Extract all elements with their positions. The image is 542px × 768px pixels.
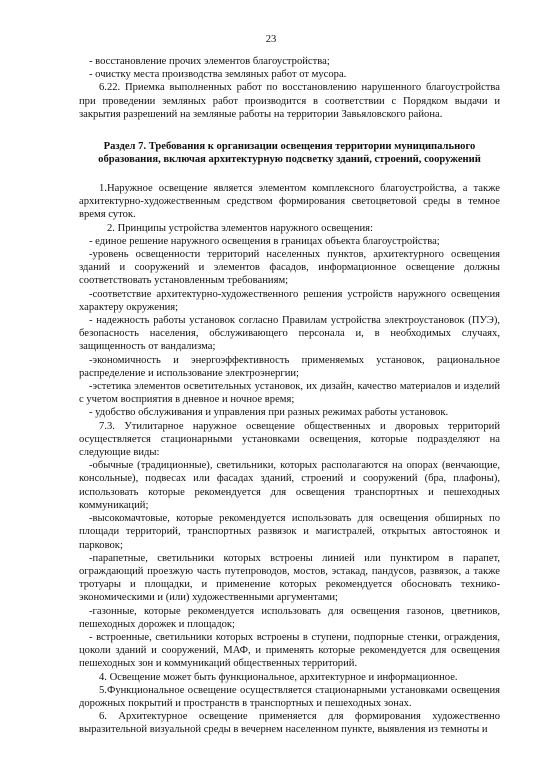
list-item: - удобство обслуживания и управления при разных режимах работы установок. bbox=[89, 407, 449, 419]
list-item: -уровень освещенности территорий населенных пунктов, архитектурного освещения зданий и сооружений и элементов фасадов, информационное освещение должны соответствовать установленным требованиям; bbox=[79, 249, 500, 287]
paragraph: 1.Наружное освещение является элементом комплексного благоустройства, а также архитектурно-художественным средством формирования светоцветовой среды в темное время суток. bbox=[79, 183, 500, 221]
paragraph: 6.22. Приемка выполненных работ по восстановлению нарушенного благоустройства при проведении земляных работ производится в соответствии с Порядком выдачи и закрытия разрешений на земляные работы на территории Завьяловского района. bbox=[79, 82, 500, 120]
list-item: - надежность работы установок согласно Правилам устройства электроустановок (ПУЭ), безопасность населения, обслуживающего персонала и, в необходимых случаях, защищенность от вандализма; bbox=[79, 315, 500, 353]
page-number: 23 bbox=[265, 34, 277, 45]
list-item: -соответствие архитектурно-художественного решения устройств наружного освещения характеру окружения; bbox=[79, 288, 500, 313]
document-body bbox=[79, 55, 500, 737]
list-item: -экономичность и энергоэффективность применяемых установок, рациональное распределение и использование электроэнергии; bbox=[79, 354, 500, 379]
list-item: - встроенные, светильники которых встроены в ступени, подпорные стенки, ограждения, цоколи зданий и сооружений, МАФ, и применять которые рекомендуется для освещения пешеходных зон и коммуникаций общественных территорий. bbox=[79, 631, 500, 670]
paragraph: 5.Функциональное освещение осуществляется стационарными установками освещения дорожных покрытий и пространств в транспортных и пешеходных зонах. bbox=[79, 684, 500, 709]
paragraph: 7.3. Утилитарное наружное освещение общественных и дворовых территорий осуществляется стационарными установками освещения, которые подразделяют на следующие виды: bbox=[79, 420, 500, 459]
section-heading: Раздел 7. Требования к организации освещения территории муниципального образования, включая архитектурную подсветку зданий, строений, сооружений bbox=[98, 141, 481, 166]
paragraph: 4. Освещение может быть функциональное, архитектурное и информационное. bbox=[99, 671, 458, 683]
list-item: -парапетные, светильники которых встроены линией или пунктиром в парапет, ограждающий проезжую часть путепроводов, мостов, эстакад, пандусов, развязок, а также тротуары и площадки, и применение которых рекомендуется обосновать технико-экономическими и (или) художественными аргументами; bbox=[79, 552, 500, 604]
list-item: -эстетика элементов осветительных установок, их дизайн, качество материалов и изделий с учетом восприятия в дневное и ночное время; bbox=[79, 381, 500, 406]
list-item: - восстановление прочих элементов благоустройства; bbox=[89, 56, 330, 67]
paragraph: 2. Принципы устройства элементов наружного освещения: bbox=[107, 222, 373, 234]
paragraph: 6. Архитектурное освещение применяется для формирования художественно выразительной визуальной среды в вечернем населенном пункте, выявления из темноты и bbox=[79, 711, 500, 736]
list-item: -высокомачтовые, которые рекомендуется использовать для освещения обширных по площади территорий, транспортных развязок и магистралей, открытых автостоянок и парковок; bbox=[79, 513, 500, 551]
list-item: -газонные, которые рекомендуется использовать для освещения газонов, цветников, пешеходных дорожек и площадок; bbox=[79, 605, 500, 630]
list-item: - очистку места производства земляных работ от мусора. bbox=[89, 69, 347, 81]
list-item: - единое решение наружного освещения в границах объекта благоустройства; bbox=[89, 235, 440, 247]
list-item: -обычные (традиционные), светильники, которых располагаются на опорах (венчающие, консольные), подвесах или фасадах зданий, строений и сооружений (бра, плафоны), использовать которые рекомендуется для освещения транспортных и пешеходных коммуникаций; bbox=[79, 460, 500, 511]
